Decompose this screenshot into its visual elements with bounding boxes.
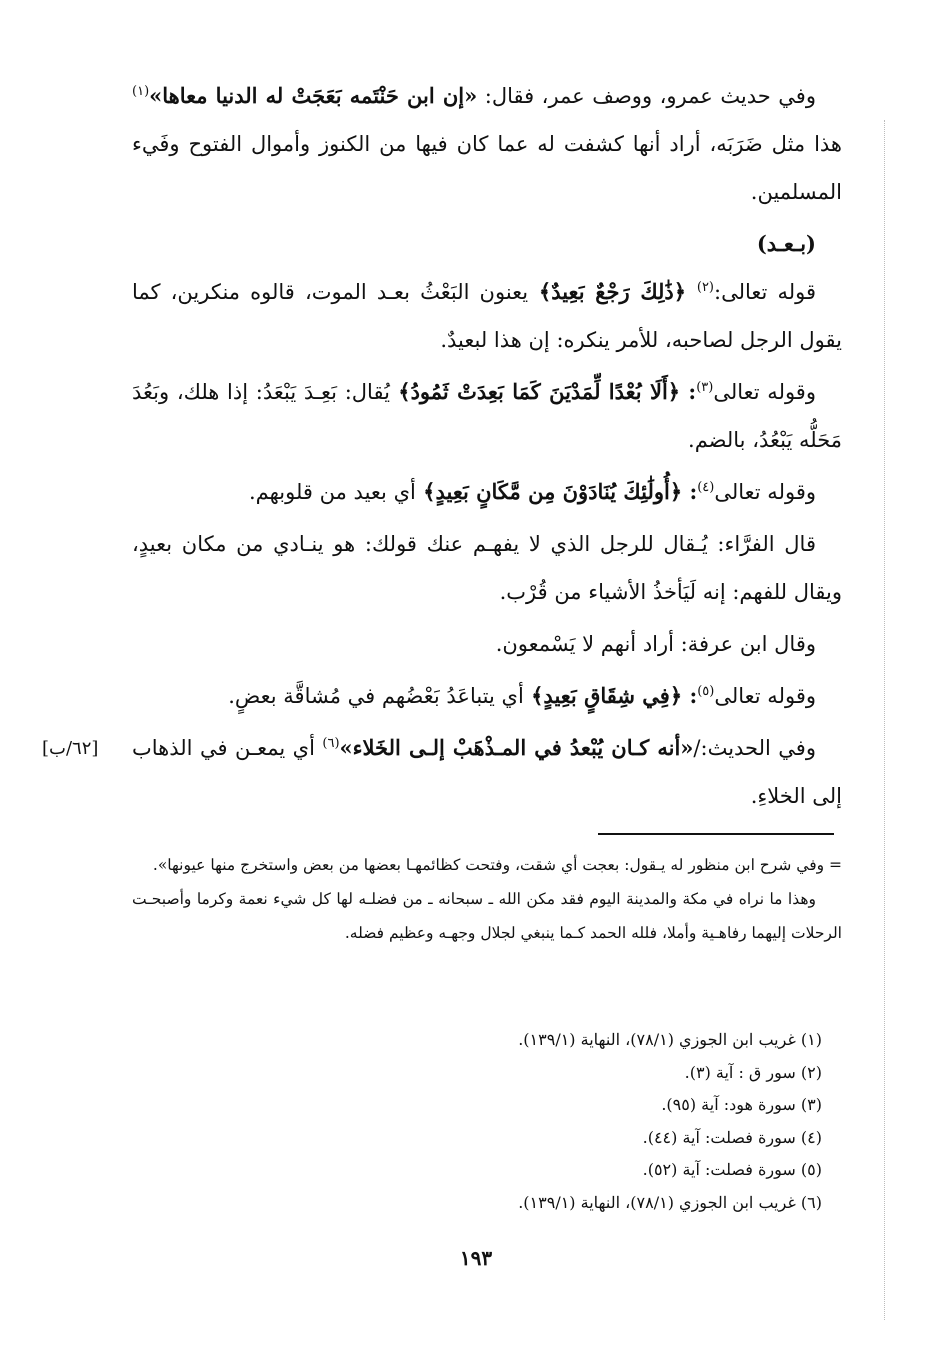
footnote-ref: (٦) (322, 736, 340, 751)
footnote-ref: (٢) (696, 280, 714, 295)
page-edge-line (884, 120, 885, 1320)
quran-quote: : ﴿فِي شِقَاقٍ بَعِيدٍ﴾ (523, 683, 698, 708)
page-number: ١٩٣ (459, 1246, 493, 1270)
manuscript-folio-note: [٦٢/ب] (42, 738, 99, 759)
editor-notes (132, 848, 842, 950)
text: وفي الحديث:/ (693, 736, 816, 760)
footnote-ref: (٣) (696, 380, 714, 395)
text: وقوله تعالى (713, 380, 816, 404)
main-text (132, 72, 842, 824)
editor-note: = وفي شرح ابن منظور له يـقول: بعجت أي شقت، وفتحت كظائمهـا بعضها من بعض واستخرج منها عيونها». (152, 856, 842, 874)
footnote-ref: (١) (132, 84, 150, 99)
paragraph-hadith-khala (132, 724, 842, 820)
section-heading: (بـعـد) (756, 231, 816, 256)
hadith-quote: «أنه كـان يُبْعدُ في المـذْهَبْ إلـى الخَلاء» (339, 735, 694, 760)
text: أي يتباعَدُ بَعْضُهم في مُشاقَّة بعضٍ. (228, 684, 524, 708)
quran-quote: : ﴿أُولَٰئِكَ يُنَادَوْنَ مِن مَّكَانٍ بَعِيدٍ﴾ (415, 479, 698, 504)
paragraph-verse-hud (132, 368, 842, 464)
text: أي يمعـن في الذهاب إلى الخلاءِ. (132, 736, 842, 808)
paragraph-ibn-arafa: وقال ابن عرفة: أراد أنهم لا يَسْمعون. (495, 632, 816, 656)
footnote-item: (١) غريب ابن الجوزي (٧٨/١)، النهاية (١٣٩/١). (518, 1030, 822, 1049)
footnote-item: (٢) سور ق : آية (٣). (684, 1062, 822, 1082)
text: يُقال: بَعِـدَ يَبْعَدُ: إذا هلك، وبَعُدَ مَحَلُّه يَبْعُدُ، بالضم. (132, 380, 842, 452)
footnote-ref: (٥) (697, 684, 715, 699)
footnote-item: (٤) سورة فصلت: آية (٤٤). (642, 1127, 822, 1147)
paragraph-verse-fussilat-52 (132, 672, 842, 720)
footnote-list (518, 1024, 822, 1219)
footnote-item: (٣) سورة هود: آية (٩٥). (661, 1095, 822, 1114)
footnote-ref: (٤) (697, 480, 715, 495)
text: وقوله تعالى (714, 684, 816, 708)
text: قوله تعالى: (714, 280, 817, 304)
footnote-divider (598, 833, 834, 835)
text: يعنون البَعْثُ بعـد الموت، قالوه منكرين، كما يقول الرجل لصاحبه، للأمر ينكره: إن هذا لبعيدٌ. (132, 280, 842, 352)
footnote-item: (٦) غريب ابن الجوزي (٧٨/١)، النهاية (١٣٩/١). (518, 1192, 822, 1212)
text: وقوله تعالى (714, 480, 816, 504)
quran-quote: : ﴿أَلَا بُعْدًا لِّمَدْيَنَ كَمَا بَعِدَتْ ثَمُودُ﴾ (389, 379, 697, 404)
hadith-quote: «إن ابن حَنْتَمه بَعَجَتْ له الدنيا معاها» (149, 83, 478, 108)
paragraph-verse-qaf (132, 268, 842, 364)
editor-note: وهذا ما نراه في مكة والمدينة اليوم فقد مكن الله ـ سبحانه ـ من فضلـه لها كل شيء نعمة وكرما وأصبحـت الرحلات إليهما رفاهـية وأملا، فلله الحمد كـما ينبغي لجلال وجهـه وعظيم فضله. (132, 890, 842, 942)
quran-quote: ﴿ذَٰلِكَ رَجْعٌ بَعِيدٌ﴾ (528, 279, 697, 304)
paragraph-farra: قال الفرَّاء: يُـقال للرجل الذي لا يفهـم عنك قولك: هو ينـادي من مكان بعيدٍ، ويقال للفهم: إنه لَيَأخذُ الأشياء من قُرْب. (132, 532, 842, 604)
text: أي بعيد من قلوبهم. (248, 480, 416, 504)
paragraph-verse-fussilat-44 (132, 468, 842, 516)
footnote-item: (٥) سورة فصلت: آية (٥٢). (642, 1160, 822, 1179)
text: هذا مثل ضَرَبَه، أراد أنها كشفت له عما كان فيها من الكنوز وأموال الفتوح وفَيء المسلمين. (132, 132, 842, 204)
text: وفي حديث عمرو، ووصف عمر، فقال: (477, 84, 816, 108)
paragraph-hadith-umar (132, 72, 842, 216)
